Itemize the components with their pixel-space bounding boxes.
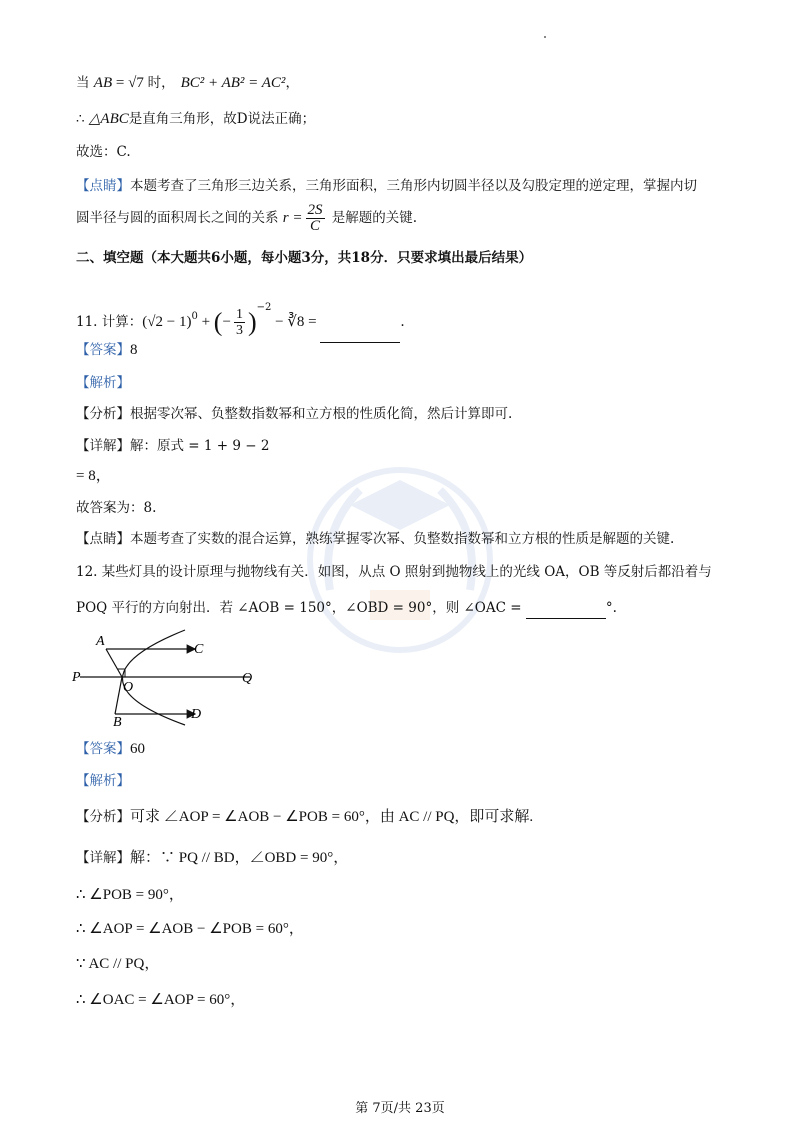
- analysis-11: 【解析】: [76, 375, 130, 391]
- label-a: A: [96, 634, 105, 649]
- fenxi-11: 【分析】根据零次幂、负整数指数幂和立方根的性质化简，然后计算即可.: [76, 406, 513, 422]
- question-12-line1: 12. 某些灯具的设计原理与抛物线有关．如图，从点 O 照射到抛物线上的光线 OA，OB 等反射后都沿着与: [76, 564, 712, 580]
- p3: 故选：C.: [76, 144, 131, 160]
- label-b: B: [113, 715, 122, 730]
- step-12-1: ∴ ∠POB = 90°，: [76, 887, 184, 903]
- step-11: = 8，: [76, 468, 111, 484]
- section-title: 二、填空题（本大题共6小题，每小题3分，共18分．只要求填出最后结果）: [76, 250, 533, 266]
- final-11: 故答案为：8.: [76, 500, 157, 516]
- step-12-2: ∴ ∠AOP = ∠AOB − ∠POB = 60°，: [76, 921, 304, 937]
- p5: 圆半径与圆的面积周长之间的关系 r = $\frac{2S}{C}$ 是解题的关键.: [76, 202, 418, 234]
- ray-ob: [115, 677, 122, 714]
- label-q: Q: [242, 671, 253, 686]
- step-12-4: ∴ ∠OAC = ∠AOP = 60°，: [76, 992, 246, 1008]
- fenxi-12: 【分析】可求 ∠AOP = ∠AOB − ∠POB = 60°，由 AC // PQ，即可求解.: [76, 809, 534, 825]
- ray-oa: [106, 649, 122, 677]
- question-12-line2: POQ 平行的方向射出．若 ∠AOB = 150°，∠OBD = 90°，则 ∠OAC = °.: [76, 596, 740, 619]
- p4: 【点睛】本题考查了三角形三边关系，三角形面积，三角形内切圆半径以及勾股定理的逆定理，掌握内切: [76, 178, 697, 194]
- answer-12: 【答案】60: [76, 741, 145, 757]
- step-12-3: ∵ AC // PQ，: [76, 956, 160, 972]
- answer-11: 【答案】8: [76, 342, 138, 358]
- analysis-12: 【解析】: [76, 773, 130, 789]
- answer-blank-11: [320, 302, 400, 343]
- label-d: D: [191, 707, 202, 722]
- p2: ∴ △ABC是直角三角形，故D说法正确；: [76, 111, 316, 127]
- answer-blank-12: [526, 596, 606, 619]
- page-footer: 第 7页/共 23页: [355, 1101, 445, 1116]
- xiangjie-11: 【详解】解：原式 = 1 + 9 − 2: [76, 438, 270, 454]
- page-speck: [544, 36, 546, 38]
- question-11: 11. 计算：$(√2 - 1)^0$ + (− $\frac{1}{3}$ )$^{-2}$ − ∛8 = .: [76, 288, 740, 343]
- label-o: O: [123, 680, 134, 695]
- dianjing-11: 【点睛】本题考查了实数的混合运算，熟练掌握零次幂、负整数指数幂和立方根的性质是解题的关键.: [76, 531, 675, 547]
- parabola-figure: [70, 625, 270, 730]
- label-p: P: [72, 670, 81, 685]
- p1: 当 AB = √7 时， BC² + AB² = AC²，: [76, 75, 299, 91]
- label-c: C: [194, 642, 204, 657]
- xiangjie-12: 【详解】解：∵ PQ // BD，∠OBD = 90°，: [76, 850, 349, 866]
